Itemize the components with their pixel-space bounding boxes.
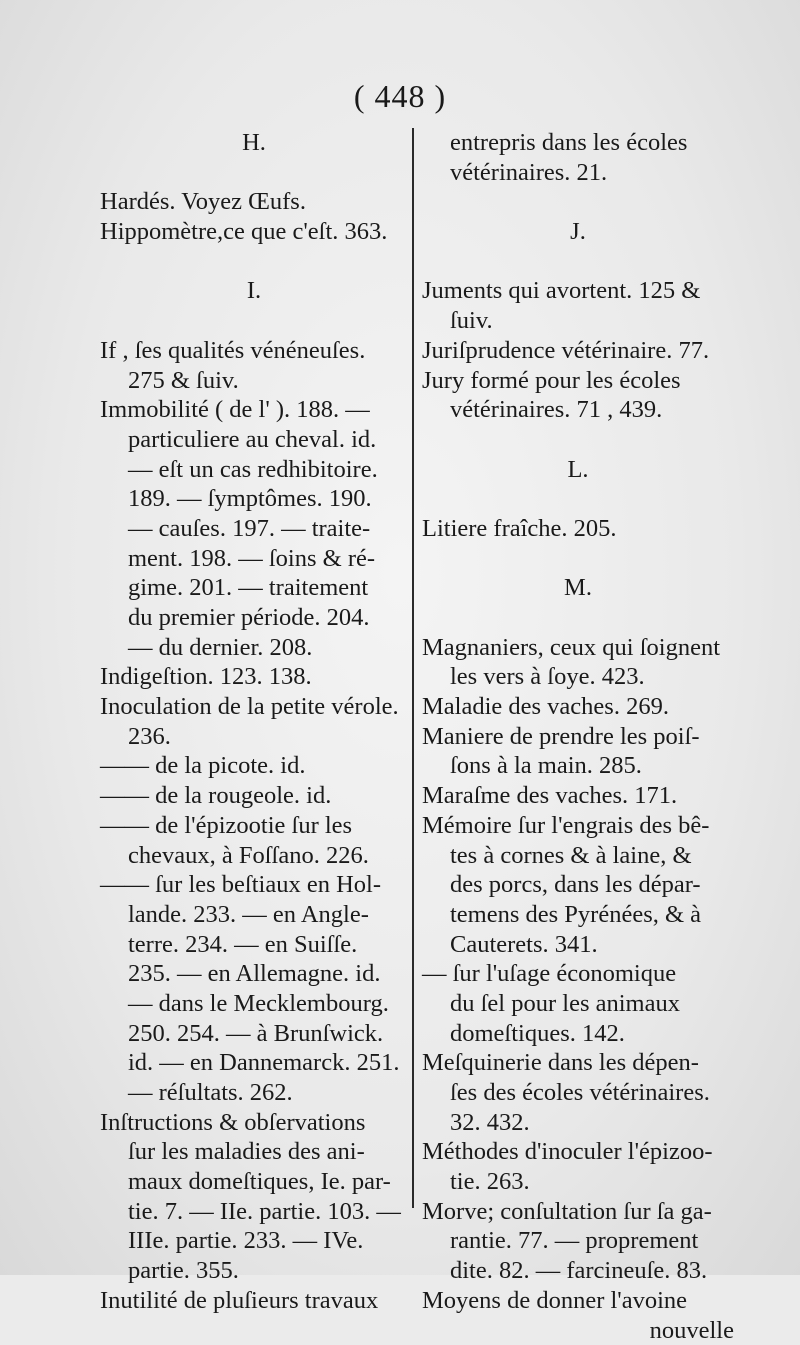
index-line: tie. 7. — IIe. partie. 103. — [100,1197,408,1227]
index-line: domeſtiques. 142. [422,1019,734,1049]
index-line: — eſt un cas redhibitoire. [100,455,408,485]
index-line: Méthodes d'inoculer l'épizoo- [422,1137,734,1167]
index-line: particuliere au cheval. id. [100,425,408,455]
index-line: Juriſprudence vétérinaire. 77. [422,336,734,366]
index-line: du ſel pour les animaux [422,989,734,1019]
index-line: Morve; conſultation ſur ſa ga- [422,1197,734,1227]
index-line: If , ſes qualités vénéneuſes. [100,336,408,366]
index-line: du premier période. 204. [100,603,408,633]
index-line: Moyens de donner l'avoine [422,1286,734,1316]
index-line: 236. [100,722,408,752]
index-line: 189. — ſymptômes. 190. [100,484,408,514]
spacer [422,187,734,217]
index-line: Cauterets. 341. [422,930,734,960]
index-line: Hardés. Voyez Œufs. [100,187,408,217]
index-line: ſes des écoles vétérinaires. [422,1078,734,1108]
index-line: ſuiv. [422,306,734,336]
index-line: Indigeſtion. 123. 138. [100,662,408,692]
index-line: Hippomètre,ce que c'eſt. 363. [100,217,408,247]
index-line: Maniere de prendre les poiſ- [422,722,734,752]
index-line: —— de la picote. id. [100,751,408,781]
spacer [100,306,408,336]
index-line: — cauſes. 197. — traite- [100,514,408,544]
index-line: Mémoire ſur l'engrais des bê- [422,811,734,841]
index-line: Magnaniers, ceux qui ſoignent [422,633,734,663]
index-line: temens des Pyrénées, & à [422,900,734,930]
index-line: les vers à ſoye. 423. [422,662,734,692]
section-letter: L. [422,455,734,485]
section-letter: J. [422,217,734,247]
index-line: 32. 432. [422,1108,734,1138]
section-letter: H. [100,128,408,158]
index-line: dite. 82. — farcineuſe. 83. [422,1256,734,1286]
index-line: Inſtructions & obſervations [100,1108,408,1138]
index-line: tes à cornes & à laine, & [422,841,734,871]
index-line: —— ſur les beſtiaux en Hol- [100,870,408,900]
index-line: terre. 234. — en Suiſſe. [100,930,408,960]
index-line: des porcs, dans les dépar- [422,870,734,900]
spacer [100,158,408,188]
index-line: Inutilité de pluſieurs travaux [100,1286,408,1316]
index-line: Maladie des vaches. 269. [422,692,734,722]
right-column [422,128,734,1345]
index-line: tie. 263. [422,1167,734,1197]
index-line: — dans le Mecklembourg. [100,989,408,1019]
spacer [422,425,734,455]
index-line: ſur les maladies des ani- [100,1137,408,1167]
index-line: Maraſme des vaches. 171. [422,781,734,811]
index-line: rantie. 77. — proprement [422,1226,734,1256]
index-line: Juments qui avortent. 125 & [422,276,734,306]
spacer [422,544,734,574]
index-line: gime. 201. — traitement [100,573,408,603]
index-line: nouvelle [422,1316,734,1345]
index-line: entrepris dans les écoles [422,128,734,158]
index-line: 235. — en Allemagne. id. [100,959,408,989]
index-line: Inoculation de la petite vérole. [100,692,408,722]
index-line: partie. 355. [100,1256,408,1286]
index-line: vétérinaires. 71 , 439. [422,395,734,425]
column-divider [412,128,414,1208]
index-line: — du dernier. 208. [100,633,408,663]
index-line: lande. 233. — en Angle- [100,900,408,930]
index-line: ſons à la main. 285. [422,751,734,781]
spacer [422,603,734,633]
index-line: IIIe. partie. 233. — IVe. [100,1226,408,1256]
spacer [100,247,408,277]
index-line: — ſur l'uſage économique [422,959,734,989]
spacer [422,484,734,514]
index-line: Jury formé pour les écoles [422,366,734,396]
index-line: Meſquinerie dans les dépen- [422,1048,734,1078]
index-line: Litiere fraîche. 205. [422,514,734,544]
index-line: ment. 198. — ſoins & ré- [100,544,408,574]
index-line: 275 & ſuiv. [100,366,408,396]
index-line: —— de la rougeole. id. [100,781,408,811]
page-number: ( 448 ) [0,78,800,115]
index-line: — réſultats. 262. [100,1078,408,1108]
index-line: id. — en Dannemarck. 251. [100,1048,408,1078]
index-line: Immobilité ( de l' ). 188. — [100,395,408,425]
spacer [422,247,734,277]
index-line: vétérinaires. 21. [422,158,734,188]
index-line: maux domeſtiques, Ie. par- [100,1167,408,1197]
index-line: 250. 254. — à Brunſwick. [100,1019,408,1049]
index-line: chevaux, à Foſſano. 226. [100,841,408,871]
left-column [100,128,408,1316]
index-line: —— de l'épizootie ſur les [100,811,408,841]
section-letter: M. [422,573,734,603]
section-letter: I. [100,276,408,306]
